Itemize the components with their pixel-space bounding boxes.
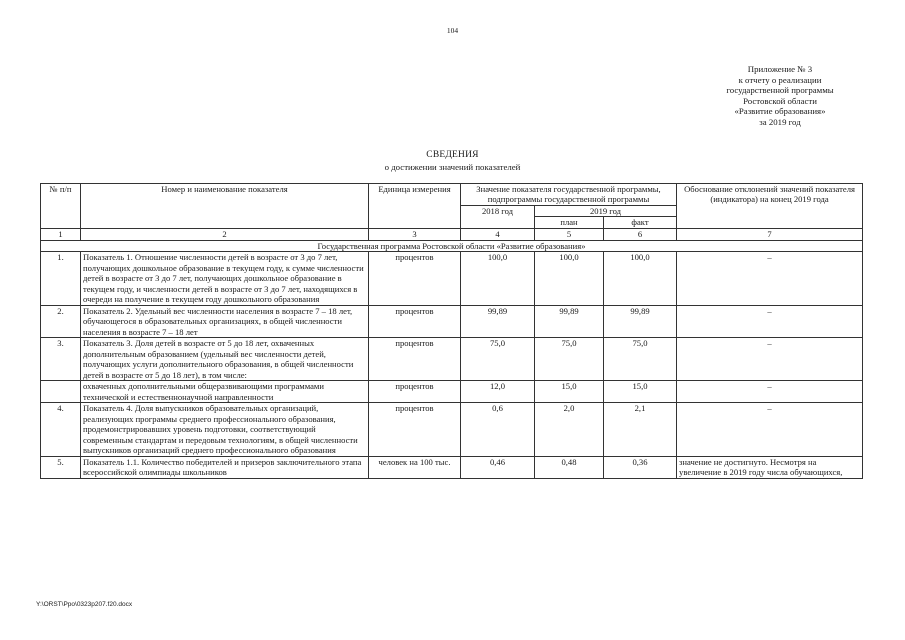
title-main: СВЕДЕНИЯ — [426, 150, 479, 160]
page-number: 104 — [446, 26, 459, 35]
row-name: Показатель 4. Доля выпускников образовательных организаций, реализующих программы среднего профессионального образования, продемонстрировавших уровень подготовки, соответствующий современным стандартам и передовым технологиям, в общей численности выпускников организаций среднего профессионального образования — [81, 403, 369, 456]
row-name: Показатель 1. Отношение численности детей в возрасте от 3 до 7 лет, получающих дошкольное образование в текущем году, к сумме численности детей в возрасте от 3 до 7 лет, получающих дошкольное образование в текущем году, и численности детей в возрасте от 3 до 7 лет, находящихся в очереди на получение в текущем году дошкольного образования — [81, 252, 369, 305]
row-fact: 2,1 — [604, 403, 677, 456]
row-note: – — [677, 252, 863, 305]
document-title — [0, 150, 905, 172]
row-fact: 0,36 — [604, 456, 677, 478]
appendix-line: за 2019 год — [759, 116, 801, 127]
row-2018: 99,89 — [461, 305, 535, 337]
row-name: Показатель 2. Удельный вес численности населения в возрасте 7 – 18 лет, обучающегося в образовательных организациях, в общей численности населения в возрасте 7 – 18 лет — [81, 305, 369, 337]
row-note: значение не достигнуто. Несмотря на увеличение в 2019 году числа обучающихся, — [677, 456, 863, 478]
row-plan: 75,0 — [535, 338, 604, 381]
row-note: – — [677, 338, 863, 381]
header-value-group: Значение показателя государственной программы, подпрограммы государственной программы — [461, 184, 677, 206]
file-path: Y:\ORST\Ppo\0323p207.f20.docx — [36, 601, 133, 608]
row-unit: процентов — [369, 403, 461, 456]
row-plan: 15,0 — [535, 381, 604, 403]
column-number: 2 — [81, 228, 369, 240]
row-plan: 0,48 — [535, 456, 604, 478]
row-fact: 99,89 — [604, 305, 677, 337]
column-number-row — [41, 228, 863, 240]
row-fact: 15,0 — [604, 381, 677, 403]
row-unit: процентов — [369, 338, 461, 381]
row-num: 3. — [41, 338, 81, 381]
row-num: 5. — [41, 456, 81, 478]
appendix-note — [695, 64, 865, 127]
row-2018: 0,46 — [461, 456, 535, 478]
row-num: 4. — [41, 403, 81, 456]
row-name: Показатель 3. Доля детей в возрасте от 5 до 18 лет, охваченных дополнительным образованием (удельный вес численности детей, получающих услуги дополнительного образования, в общей численности детей в возрасте от 5 до 18 лет), в том числе: — [81, 338, 369, 381]
row-num: 2. — [41, 305, 81, 337]
header-year-cur: 2019 год — [535, 205, 677, 216]
row-2018: 0,6 — [461, 403, 535, 456]
table-row — [41, 381, 863, 403]
appendix-line: «Развитие образования» — [734, 106, 826, 117]
row-fact: 100,0 — [604, 252, 677, 305]
appendix-line: Приложение № 3 — [747, 64, 813, 74]
row-fact: 75,0 — [604, 338, 677, 381]
row-unit: процентов — [369, 252, 461, 305]
indicators-table — [40, 183, 863, 479]
row-note: – — [677, 381, 863, 403]
header-fact: факт — [604, 217, 677, 228]
row-2018: 100,0 — [461, 252, 535, 305]
section-row — [41, 240, 863, 251]
row-num — [41, 381, 81, 403]
column-number: 5 — [535, 228, 604, 240]
row-unit: процентов — [369, 305, 461, 337]
row-unit: процентов — [369, 381, 461, 403]
header-num: № п/п — [41, 184, 81, 229]
header-justification: Обоснование отклонений значений показателя (индикатора) на конец 2019 года — [677, 184, 863, 229]
column-number: 7 — [677, 228, 863, 240]
row-unit: человек на 100 тыс. — [369, 456, 461, 478]
row-plan: 100,0 — [535, 252, 604, 305]
appendix-line: Ростовской области — [743, 95, 817, 106]
title-sub: о достижении значений показателей — [384, 161, 521, 172]
row-note: – — [677, 403, 863, 456]
section-title: Государственная программа Ростовской области «Развитие образования» — [41, 240, 863, 251]
table-row — [41, 252, 863, 305]
row-2018: 12,0 — [461, 381, 535, 403]
row-note: – — [677, 305, 863, 337]
header-year-prev: 2018 год — [461, 205, 535, 228]
header-name: Номер и наименование показателя — [81, 184, 369, 229]
row-name: Показатель 1.1. Количество победителей и призеров заключительного этапа всероссийской олимпиады школьников — [81, 456, 369, 478]
table-row — [41, 456, 863, 478]
column-number: 1 — [41, 228, 81, 240]
row-plan: 2,0 — [535, 403, 604, 456]
row-2018: 75,0 — [461, 338, 535, 381]
header-row — [41, 184, 863, 206]
header-unit: Единица измерения — [369, 184, 461, 229]
header-plan: план — [535, 217, 604, 228]
appendix-line: к отчету о реализации — [738, 74, 822, 85]
row-num: 1. — [41, 252, 81, 305]
table-row — [41, 338, 863, 381]
column-number: 3 — [369, 228, 461, 240]
table-row — [41, 305, 863, 337]
row-plan: 99,89 — [535, 305, 604, 337]
column-number: 6 — [604, 228, 677, 240]
table-row — [41, 403, 863, 456]
row-name: охваченных дополнительными общеразвивающими программами технической и естественнонаучной направленности — [81, 381, 369, 403]
appendix-line: государственной программы — [726, 85, 834, 96]
column-number: 4 — [461, 228, 535, 240]
